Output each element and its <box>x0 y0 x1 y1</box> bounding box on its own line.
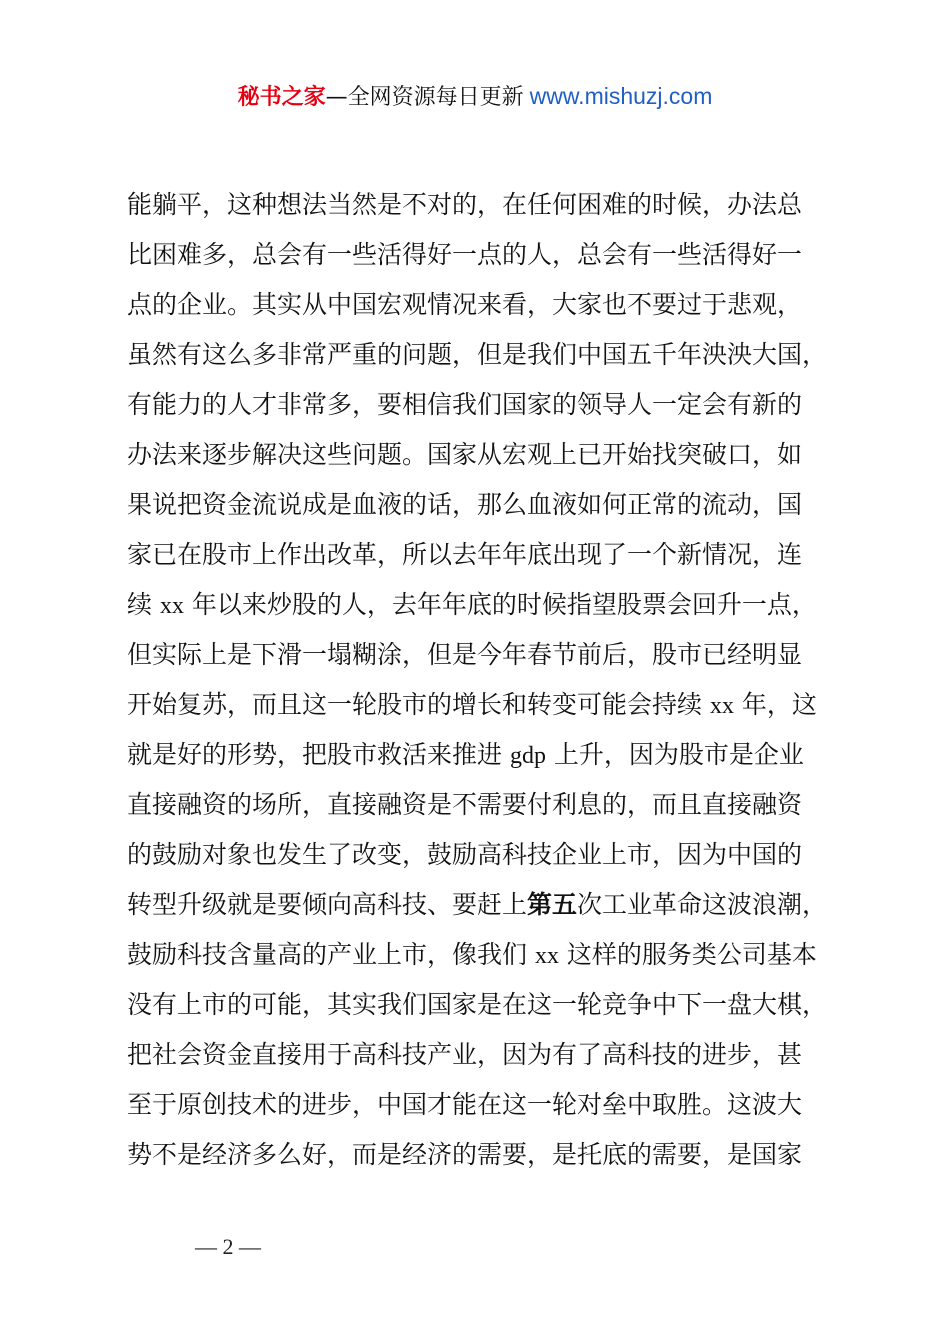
text-line: 至于原创技术的进步，中国才能在这一轮对垒中取胜。这波大 <box>127 1090 803 1119</box>
text-line: 虽然有这么多非常严重的问题，但是我们中国五千年泱泱大国， <box>127 340 828 369</box>
body-text <box>127 180 867 1180</box>
text-line: 直接融资的场所，直接融资是不需要付利息的，而且直接融资 <box>127 790 803 819</box>
header-slogan: —全网资源每日更新 <box>325 85 524 110</box>
text-segment: 年以来炒股的人，去年年底的时候指望股票会回升一点， <box>183 590 817 619</box>
site-url[interactable]: www.mishuzj.com <box>529 83 713 109</box>
text-segment: 这样的服务类公司基本 <box>558 940 817 969</box>
text-segment: 续 <box>127 590 160 619</box>
text-line: 果说把资金流说成是血液的话，那么血液如何正常的流动，国 <box>127 490 803 519</box>
text-line <box>127 730 867 780</box>
text-segment: 年，这 <box>733 690 817 719</box>
text-line: 比困难多，总会有一些活得好一点的人，总会有一些活得好一 <box>127 240 803 269</box>
text-line: 点的企业。其实从中国宏观情况来看，大家也不要过于悲观， <box>127 290 803 319</box>
text-line: 势不是经济多么好，而是经济的需要，是托底的需要，是国家 <box>127 1140 803 1169</box>
text-line: 办法来逐步解决这些问题。国家从宏观上已开始找突破口，如 <box>127 440 803 469</box>
text-line: 能躺平，这种想法当然是不对的，在任何困难的时候，办法总 <box>127 190 803 219</box>
bold-segment: 第五 <box>527 890 578 919</box>
site-header <box>0 80 950 114</box>
latin-segment: xx <box>534 943 559 969</box>
text-line <box>127 880 867 930</box>
text-line: 但实际上是下滑一塌糊涂，但是今年春节前后，股市已经明显 <box>127 640 803 669</box>
text-line: 没有上市的可能，其实我们国家是在这一轮竞争中下一盘大棋， <box>127 990 828 1019</box>
text-line <box>127 580 867 630</box>
text-line <box>127 930 867 980</box>
brand-name: 秘书之家 <box>237 85 326 110</box>
text-segment: 上升，因为股市是企业 <box>545 740 804 769</box>
page-number: — 2 — <box>195 1234 261 1259</box>
text-line: 把社会资金直接用于高科技产业，因为有了高科技的进步，甚 <box>127 1040 803 1069</box>
text-segment: 就是好的形势，把股市救活来推进 <box>127 740 510 769</box>
latin-segment: gdp <box>509 743 546 769</box>
latin-segment: xx <box>709 693 734 719</box>
text-line: 家已在股市上作出改革，所以去年年底出现了一个新情况，连 <box>127 540 803 569</box>
text-line <box>127 680 867 730</box>
text-segment: 鼓励科技含量高的产业上市，像我们 <box>127 940 535 969</box>
text-line: 有能力的人才非常多，要相信我们国家的领导人一定会有新的 <box>127 390 803 419</box>
text-segment: 次工业革命这波浪潮， <box>577 890 828 919</box>
text-segment: 开始复苏，而且这一轮股市的增长和转变可能会持续 <box>127 690 710 719</box>
latin-segment: xx <box>159 593 184 619</box>
text-line: 的鼓励对象也发生了改变，鼓励高科技企业上市，因为中国的 <box>127 840 803 869</box>
text-segment: 转型升级就是要倾向高科技、要赶上 <box>127 890 528 919</box>
